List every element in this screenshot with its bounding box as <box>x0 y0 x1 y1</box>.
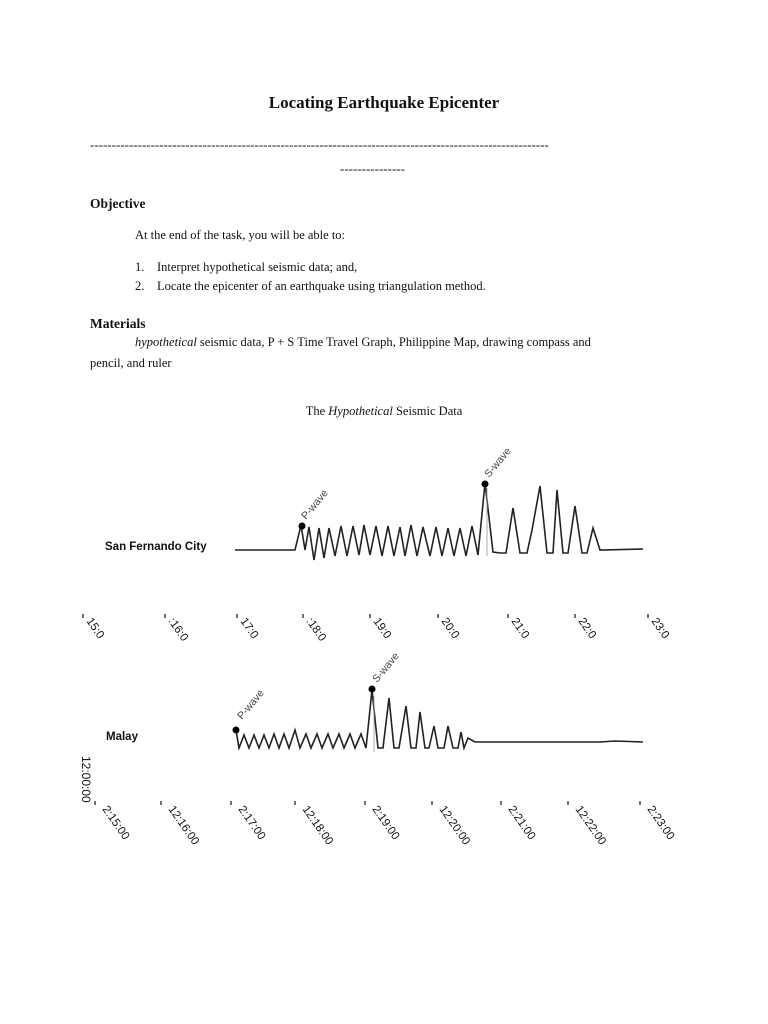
page-title: Locating Earthquake Epicenter <box>268 93 500 112</box>
seismogram-trace <box>236 690 643 748</box>
caption-italic: Hypothetical <box>328 404 393 418</box>
tick-label: 12:16:00 <box>165 803 202 848</box>
seismogram-trace <box>235 483 643 560</box>
tick-label: 2:19:00 <box>369 803 402 843</box>
p-wave-arrival-point <box>299 523 306 530</box>
tick-label: 2:21:00 <box>505 803 538 843</box>
s-wave-label: S-wave <box>482 445 514 480</box>
station-label-san-fernando: San Fernando City <box>105 541 207 553</box>
s-wave-arrival-point <box>369 686 376 693</box>
tick-label: 12:22:00 <box>572 803 609 848</box>
seismogram-malay <box>79 650 676 847</box>
station-label-malay: Malay <box>106 731 138 743</box>
tick-label: 12:20:00 <box>436 803 473 848</box>
axis-start-label: 12:00:00 <box>79 756 93 803</box>
materials-rest: seismic data, P + S Time Travel Graph, Philippine Map, drawing compass and <box>196 335 591 349</box>
tick-label: 2:15:00 <box>99 803 132 843</box>
tick-label: 2:23:00 <box>644 803 677 843</box>
p-wave-label: P-wave <box>299 487 331 522</box>
tick-label: :16:0 <box>165 615 191 644</box>
list-number: 1. <box>135 260 145 274</box>
materials-heading: Materials <box>90 316 146 331</box>
divider-line: ---------------------------------------------------------------------------------------------------------- <box>90 137 549 152</box>
list-text: Interpret hypothetical seismic data; and, <box>157 260 358 274</box>
list-text: Locate the epicenter of an earthquake using triangulation method. <box>157 279 486 293</box>
objective-heading: Objective <box>90 196 146 211</box>
objective-intro: At the end of the task, you will be able to: <box>135 228 346 242</box>
tick-label: 23:0 <box>648 615 672 642</box>
tick-label: 19:0 <box>370 615 394 642</box>
s-wave-arrival-point <box>482 481 489 488</box>
caption-post: Seismic Data <box>392 404 463 418</box>
tick-label: 21:0 <box>508 615 532 642</box>
p-wave-arrival-point <box>233 727 240 734</box>
tick-label: :18:0 <box>303 615 329 644</box>
materials-italic: hypothetical <box>135 335 197 349</box>
tick-label: 12:18:00 <box>299 803 336 848</box>
tick-label: 22:0 <box>575 615 599 642</box>
tick-label: 15:0 <box>83 615 107 642</box>
p-wave-label: P-wave <box>235 687 267 722</box>
seismogram-san-fernando <box>83 445 671 643</box>
materials-line-2: pencil, and ruler <box>90 356 172 370</box>
tick-label: 17:0 <box>237 615 261 642</box>
tick-label: 20:0 <box>438 615 462 642</box>
list-number: 2. <box>135 279 145 293</box>
divider-line-continued: --------------- <box>340 161 405 176</box>
caption-pre: The <box>305 404 329 418</box>
s-wave-label: S-wave <box>370 650 402 685</box>
tick-label: 2:17:00 <box>235 803 268 843</box>
